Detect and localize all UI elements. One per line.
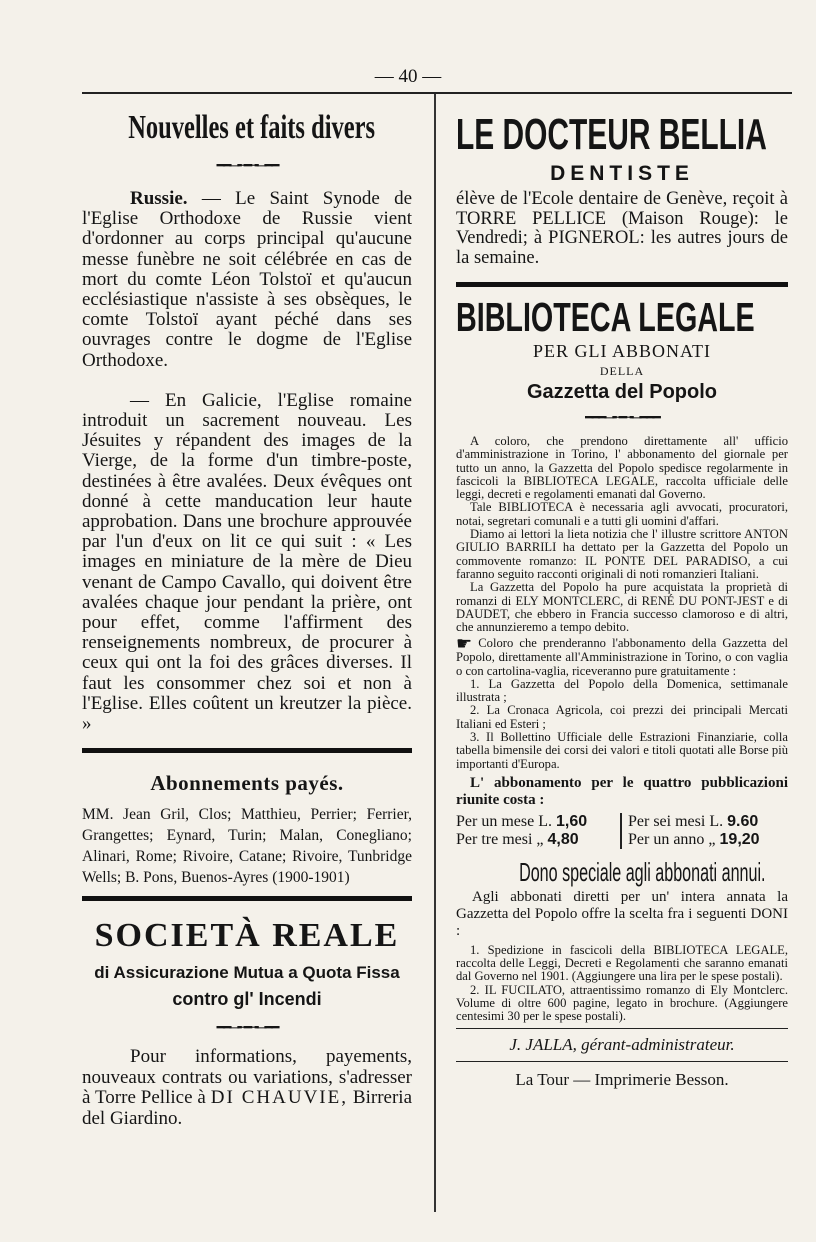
societa-ornament: ━━─╾━╼─━━: [216, 1021, 278, 1037]
biblio-body: [456, 435, 788, 771]
page-number: — 40 —: [374, 66, 442, 87]
title-ornament: ━━─╾━╼─━━: [216, 159, 278, 174]
russie-lead: Russie.: [130, 188, 188, 209]
dono-2: 2. IL FUCILATO, attraentissimo romanzo di Ely Montclerc. Volume di oltre 600 pagine, legato in brochure. (Aggiungere centesimi 30 per le spese postali).: [456, 982, 788, 1024]
docteur-text: élève de l'Ecole dentaire de Genève, reçoit à TORRE PELLICE (Maison Rouge): le Vendredi; à PIGNEROL: les autres jours de la semaine.: [456, 189, 788, 268]
price-table: [456, 813, 788, 849]
galicie-text: — En Galicie, l'Eglise romaine introduit un sacrement nouveau. Les Jésuites y répandent des images de la Vierge, de la forme d'un timbre-poste, destinées à être avalées. Deux évêques ont donné à cette manducation leur haute approbation. Dans une brochure approuvée par l'un d'eux on lit ce qui suit : « Les images en miniature de la mère de Dieu venant de Campo Cavallo, qui doivent être avalées chaque jour pendant la prière, ont pour effet, comme l'affirment des renseignements nombreux, de procurer à ceux qui ont la foi des grâces diverses. Il faut les consommer chez soi et non à l'Eglise. Elles coûtent un kreutzer la pièce. »: [82, 389, 412, 735]
societa-text: [82, 1047, 412, 1129]
pointing-hand-icon: ☛: [456, 633, 473, 654]
price-1-label: Per un mese L.: [456, 812, 552, 830]
price-4-value: 19,20: [719, 830, 760, 848]
societa-title: SOCIETÀ REALE: [94, 917, 400, 955]
galicie-article: [82, 391, 412, 734]
price-col-1: [456, 813, 622, 849]
biblio-per: PER GLI ABBONATI: [532, 341, 711, 361]
russie-text: — Le Saint Synode de l'Eglise Orthodoxe de Russie vient d'ordonner au corps principal qu'aucune messe funèbre ne soit célébrée en cas de mort du comte Léon Tolstoï et qu'aucun ecclésiastique n'assiste à ses obsèques, le comte Tolstoï ayant péché dans ses ouvrages contre le dogme de l'Eglise Orthodoxe.: [82, 188, 412, 371]
societa-text-2: Birreria del Giardino.: [82, 1087, 412, 1129]
dono-title: Dono speciale agli abbonati annui.: [519, 856, 766, 887]
biblio-list-2: 2. La Cronaca Agricola, coi prezzi dei principali Mercati Italiani ed Esteri ;: [456, 703, 788, 731]
biblio-p3: Diamo ai lettori la lieta notizia che l' illustre scrittore ANTON GIULIO BARRILI ha dettato per la Gazzetta del Popolo un commovente romanzo: IL PONTE DEL PARADISO, a cui faranno seguito racconti originali di noti romanzieri Italiani.: [456, 527, 788, 581]
price-3-label: Per sei mesi L.: [628, 812, 724, 830]
biblio-p5: Coloro che prenderanno l'abbonamento della Gazzetta del Popolo, direttamente all'Amministrazione in Torino, o con vaglia o con cartolina-vaglia, riceveranno pure gratuitamente :: [456, 636, 788, 678]
imprimerie-rule: [456, 1061, 788, 1062]
price-1-value: 1,60: [555, 812, 588, 830]
biblio-list-1: 1. La Gazzetta del Popolo della Domenica, settimanale illustrata ;: [456, 676, 788, 705]
column-divider: [434, 94, 436, 1212]
abonnements-title: Abonnements payés.: [150, 771, 344, 796]
gerant-rule: [456, 1028, 788, 1029]
price-2-label: Per tre mesi „: [456, 830, 544, 848]
abbonamento-line: L' abbonamento per le quattro pubblicazioni riunite costa :: [456, 774, 788, 808]
price-3-value: 9.60: [727, 812, 759, 830]
gerant-line: J. JALLA, gérant-administrateur.: [509, 1034, 735, 1054]
dono-1: 1. Spedizione in fascicoli della BIBLIOTECA LEGALE, raccolta delle Leggi, Decreti e Regolamenti che saranno emanati dal Governo nel 1901. (Aggiungere una lira per le spese postali).: [456, 942, 788, 984]
russie-article: [82, 189, 412, 371]
imprimerie-line: La Tour — Imprimerie Besson.: [515, 1069, 729, 1089]
price-col-2: [622, 813, 760, 849]
dono-text: Agli abbonati diretti per un' intera annata la Gazzetta del Popolo offre la scelta fra i seguenti DONI :: [456, 888, 788, 939]
left-column: [82, 108, 412, 1129]
societa-subtitle-1: di Assicurazione Mutua a Quota Fissa: [94, 963, 400, 983]
dono-list: [456, 944, 788, 1024]
top-rule: [82, 92, 792, 94]
price-2-value: 4,80: [547, 830, 579, 848]
dentiste-label: DENTISTE: [550, 162, 694, 185]
right-column: [456, 110, 788, 1090]
biblio-della: DELLA: [599, 364, 645, 378]
societa-text-1: Pour informations, payements, nouveaux contrats ou variations, s'adresser à Torre Pellice à: [82, 1046, 412, 1109]
docteur-title: LE DOCTEUR BELLIA: [456, 110, 767, 159]
biblio-p1: A coloro, che prendono direttamente all' ufficio d'amministrazione in Torino, l' abbonamento del giornale per tutto un anno, la Gazzetta del Popolo spedisce regolarmente in fascicoli la BIBLIOTECA LEGALE, raccolta ufficiale delle leggi, decreti e regolamenti emanati dal Governo.: [456, 434, 788, 502]
societa-subtitle-2: contro gl' Incendi: [172, 989, 322, 1010]
biblio-p4: La Gazzetta del Popolo ha pure acquistata la proprietà di romanzi di ELY MONTCLERC, di RENÉ DU PONT-JEST e di DAUDET, che ebbero in Francia successo clamoroso e di altri, che annunzieremo a tempo debito.: [456, 580, 788, 635]
news-title: Nouvelles et faits divers: [128, 109, 376, 146]
biblio-title: BIBLIOTECA LEGALE: [456, 294, 755, 340]
abonnements-list: MM. Jean Gril, Clos; Matthieu, Perrier; Ferrier, Grangettes; Eynard, Turin; Malan, Conegliano; Alinari, Rome; Rivoire, Catane; Rivoire, Tunbridge Wells; B. Pons, Buenos-Ayres (1900-1901): [82, 806, 412, 887]
biblio-list-3: 3. Il Bollettino Ufficiale delle Estrazioni Finanziarie, colla tabella bimensile dei corsi dei valori e titoli quotati alle Borse più importanti d'Europa.: [456, 729, 788, 771]
section-rule: [82, 748, 412, 753]
societa-agent: DI CHAUVIE,: [210, 1087, 348, 1109]
biblio-p2: Tale BIBLIOTECA è necessaria agli avvocati, procuratori, notai, segretari comunali e a tutti gli uomini d'affari.: [456, 500, 788, 528]
price-4-label: Per un anno „: [628, 830, 716, 848]
biblio-ornament: ━━━─╾━╼─━━━: [585, 411, 659, 426]
biblio-gazzetta: Gazzetta del Popolo: [526, 381, 718, 403]
section-rule-2: [82, 896, 412, 901]
right-rule-1: [456, 282, 788, 287]
